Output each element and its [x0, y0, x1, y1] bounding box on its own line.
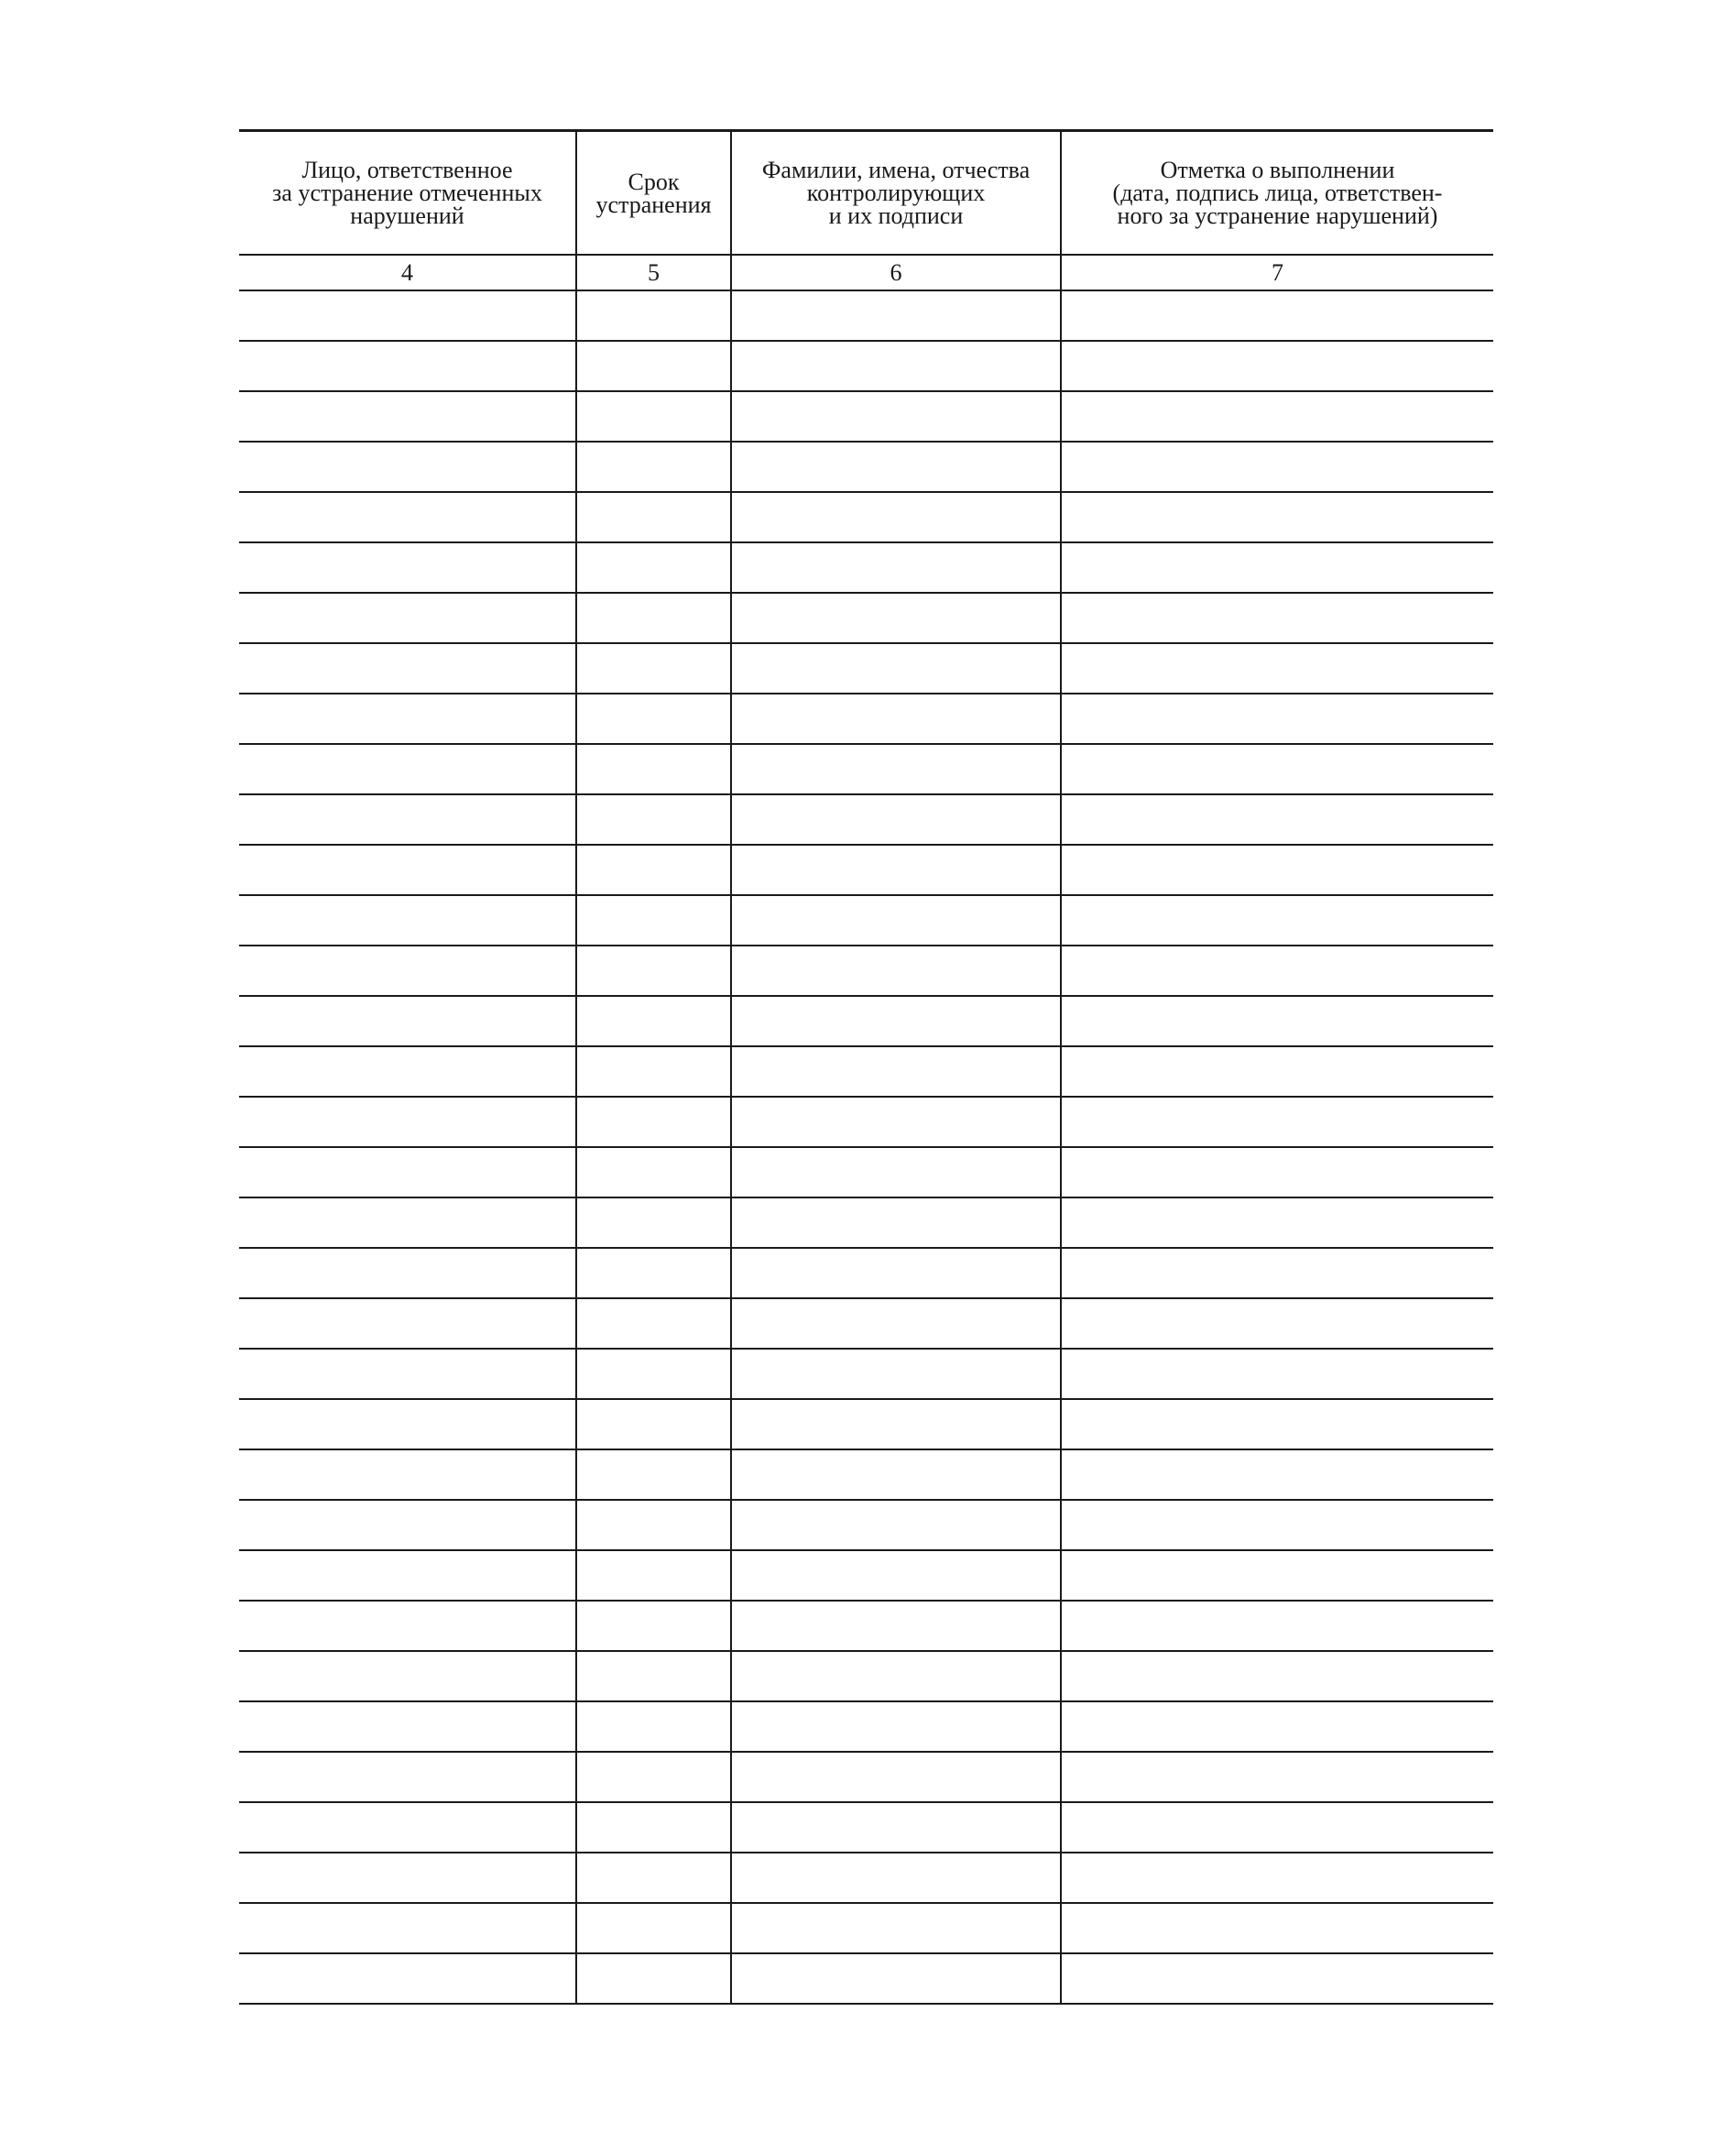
- table-row: [239, 1500, 1493, 1550]
- table-cell: [576, 442, 731, 492]
- table-cell: [1061, 442, 1493, 492]
- table-cell: [1061, 744, 1493, 794]
- table-cell: [1061, 794, 1493, 845]
- table-cell: [1061, 1601, 1493, 1651]
- header-row: [239, 131, 1493, 256]
- table-cell: [239, 946, 576, 996]
- table-cell: [731, 1349, 1061, 1399]
- table-cell: [239, 1399, 576, 1449]
- table-cell: [576, 1349, 731, 1399]
- table-cell: [576, 1046, 731, 1097]
- table-cell: [1061, 1802, 1493, 1853]
- table-cell: [239, 1802, 576, 1853]
- column-number: 7: [1061, 255, 1493, 290]
- table-cell: [731, 391, 1061, 442]
- table-cell: [576, 1550, 731, 1601]
- table-cell: [239, 1147, 576, 1197]
- table-cell: [1061, 1097, 1493, 1147]
- table-cell: [239, 1701, 576, 1752]
- table-row: [239, 1802, 1493, 1853]
- table-cell: [1061, 1298, 1493, 1349]
- table-row: [239, 744, 1493, 794]
- table-cell: [576, 895, 731, 946]
- table-cell: [731, 643, 1061, 694]
- table-cell: [731, 1399, 1061, 1449]
- table-row: [239, 946, 1493, 996]
- table-cell: [576, 1147, 731, 1197]
- table-cell: [1061, 643, 1493, 694]
- table-row: [239, 1449, 1493, 1500]
- table-cell: [1061, 1701, 1493, 1752]
- table-cell: [239, 442, 576, 492]
- table-cell: [239, 1197, 576, 1248]
- table-cell: [576, 1399, 731, 1449]
- table-cell: [731, 895, 1061, 946]
- table-cell: [731, 744, 1061, 794]
- table-cell: [239, 1500, 576, 1550]
- table-row: [239, 794, 1493, 845]
- table-cell: [731, 996, 1061, 1046]
- table-cell: [239, 1449, 576, 1500]
- table-cell: [1061, 1349, 1493, 1399]
- table-cell: [1061, 290, 1493, 341]
- table-row: [239, 1651, 1493, 1701]
- table-cell: [239, 1601, 576, 1651]
- table-cell: [576, 996, 731, 1046]
- journal-table: [239, 129, 1493, 2005]
- table-cell: [576, 492, 731, 542]
- table-cell: [731, 1601, 1061, 1651]
- table-cell: [1061, 542, 1493, 593]
- header-responsible-person: Лицо, ответственное за устранение отмеченных нарушений: [239, 131, 576, 256]
- table-row: [239, 1903, 1493, 1953]
- table-cell: [239, 643, 576, 694]
- table-cell: [239, 1651, 576, 1701]
- table-cell: [239, 794, 576, 845]
- table-row: [239, 1601, 1493, 1651]
- table-row: [239, 1197, 1493, 1248]
- table-row: [239, 845, 1493, 895]
- table-row: [239, 643, 1493, 694]
- table-cell: [239, 895, 576, 946]
- table-cell: [239, 593, 576, 643]
- table-cell: [576, 391, 731, 442]
- table-cell: [239, 341, 576, 391]
- table-row: [239, 1046, 1493, 1097]
- table-cell: [239, 1046, 576, 1097]
- table-cell: [239, 1953, 576, 2004]
- table-cell: [731, 1903, 1061, 1953]
- table-cell: [1061, 1147, 1493, 1197]
- table-cell: [576, 845, 731, 895]
- table-row: [239, 1853, 1493, 1903]
- table-cell: [576, 794, 731, 845]
- table-cell: [576, 643, 731, 694]
- table-row: [239, 1248, 1493, 1298]
- table-cell: [1061, 391, 1493, 442]
- table-cell: [731, 1953, 1061, 2004]
- table-cell: [576, 1853, 731, 1903]
- table-row: [239, 1550, 1493, 1601]
- table-cell: [731, 1147, 1061, 1197]
- table-cell: [239, 694, 576, 744]
- table-row: [239, 996, 1493, 1046]
- table-cell: [576, 1701, 731, 1752]
- table-cell: [731, 1500, 1061, 1550]
- table-cell: [731, 1298, 1061, 1349]
- table-row: [239, 1349, 1493, 1399]
- table-cell: [1061, 1651, 1493, 1701]
- table-cell: [239, 1298, 576, 1349]
- table-cell: [239, 1248, 576, 1298]
- table-cell: [1061, 1903, 1493, 1953]
- table-cell: [1061, 1550, 1493, 1601]
- table-row: [239, 694, 1493, 744]
- table-cell: [731, 442, 1061, 492]
- table-row: [239, 1701, 1493, 1752]
- table-cell: [731, 946, 1061, 996]
- table-row: [239, 1752, 1493, 1802]
- header-deadline: Срок устранения: [576, 131, 731, 256]
- table-cell: [576, 542, 731, 593]
- table-row: [239, 492, 1493, 542]
- table-cell: [731, 1853, 1061, 1903]
- table-cell: [576, 1802, 731, 1853]
- table-cell: [1061, 996, 1493, 1046]
- table-row: [239, 391, 1493, 442]
- table-body: [239, 290, 1493, 2004]
- table-cell: [1061, 1500, 1493, 1550]
- table-cell: [576, 1752, 731, 1802]
- table-cell: [731, 492, 1061, 542]
- table-cell: [239, 1349, 576, 1399]
- table-row: [239, 542, 1493, 593]
- table-cell: [1061, 1449, 1493, 1500]
- table-row: [239, 1298, 1493, 1349]
- column-number: 6: [731, 255, 1061, 290]
- table-cell: [1061, 1752, 1493, 1802]
- table-row: [239, 1097, 1493, 1147]
- table-row: [239, 1399, 1493, 1449]
- table-cell: [731, 542, 1061, 593]
- table-cell: [731, 1651, 1061, 1701]
- table-cell: [1061, 895, 1493, 946]
- table-cell: [239, 290, 576, 341]
- table-cell: [1061, 1953, 1493, 2004]
- table-cell: [239, 1550, 576, 1601]
- table-cell: [576, 946, 731, 996]
- table-cell: [1061, 341, 1493, 391]
- table-cell: [576, 1601, 731, 1651]
- table-cell: [239, 1097, 576, 1147]
- column-number-row: [239, 255, 1493, 290]
- table-cell: [239, 1853, 576, 1903]
- table-cell: [731, 1802, 1061, 1853]
- table-cell: [576, 1449, 731, 1500]
- table-cell: [576, 593, 731, 643]
- table-cell: [1061, 845, 1493, 895]
- table-cell: [1061, 1046, 1493, 1097]
- table-cell: [576, 1298, 731, 1349]
- table-cell: [731, 1449, 1061, 1500]
- table-cell: [576, 290, 731, 341]
- table-cell: [239, 391, 576, 442]
- table-cell: [1061, 492, 1493, 542]
- column-number: 4: [239, 255, 576, 290]
- table-cell: [731, 1248, 1061, 1298]
- table-cell: [731, 1046, 1061, 1097]
- table-cell: [576, 1197, 731, 1248]
- table-cell: [731, 794, 1061, 845]
- table-cell: [576, 1248, 731, 1298]
- table-row: [239, 341, 1493, 391]
- table-cell: [1061, 694, 1493, 744]
- table-cell: [731, 1701, 1061, 1752]
- table-cell: [576, 1097, 731, 1147]
- table-cell: [1061, 1399, 1493, 1449]
- table-cell: [731, 341, 1061, 391]
- table-cell: [576, 744, 731, 794]
- table-cell: [1061, 1853, 1493, 1903]
- table-cell: [731, 1752, 1061, 1802]
- table-cell: [731, 593, 1061, 643]
- table-row: [239, 442, 1493, 492]
- table-cell: [239, 492, 576, 542]
- table-cell: [731, 1550, 1061, 1601]
- table-row: [239, 1953, 1493, 2004]
- table-cell: [731, 290, 1061, 341]
- table-cell: [731, 1097, 1061, 1147]
- table-row: [239, 1147, 1493, 1197]
- table-cell: [239, 542, 576, 593]
- table-cell: [731, 1197, 1061, 1248]
- column-number: 5: [576, 255, 731, 290]
- table-cell: [576, 341, 731, 391]
- table-cell: [1061, 1197, 1493, 1248]
- table-cell: [239, 845, 576, 895]
- table-cell: [576, 1651, 731, 1701]
- table-cell: [1061, 1248, 1493, 1298]
- table-cell: [576, 1953, 731, 2004]
- table-cell: [576, 1903, 731, 1953]
- table-cell: [239, 744, 576, 794]
- table-cell: [576, 1500, 731, 1550]
- table-cell: [1061, 593, 1493, 643]
- table-cell: [239, 1903, 576, 1953]
- table-cell: [731, 694, 1061, 744]
- table-row: [239, 895, 1493, 946]
- table-cell: [239, 996, 576, 1046]
- table-cell: [1061, 946, 1493, 996]
- table-cell: [239, 1752, 576, 1802]
- table-row: [239, 290, 1493, 341]
- table-row: [239, 593, 1493, 643]
- table-cell: [731, 845, 1061, 895]
- header-inspectors: Фамилии, имена, отчества контролирующих и их подписи: [731, 131, 1061, 256]
- header-completion-mark: Отметка о выполнении (дата, подпись лица, ответствен- ного за устранение нарушений): [1061, 131, 1493, 256]
- table-cell: [576, 694, 731, 744]
